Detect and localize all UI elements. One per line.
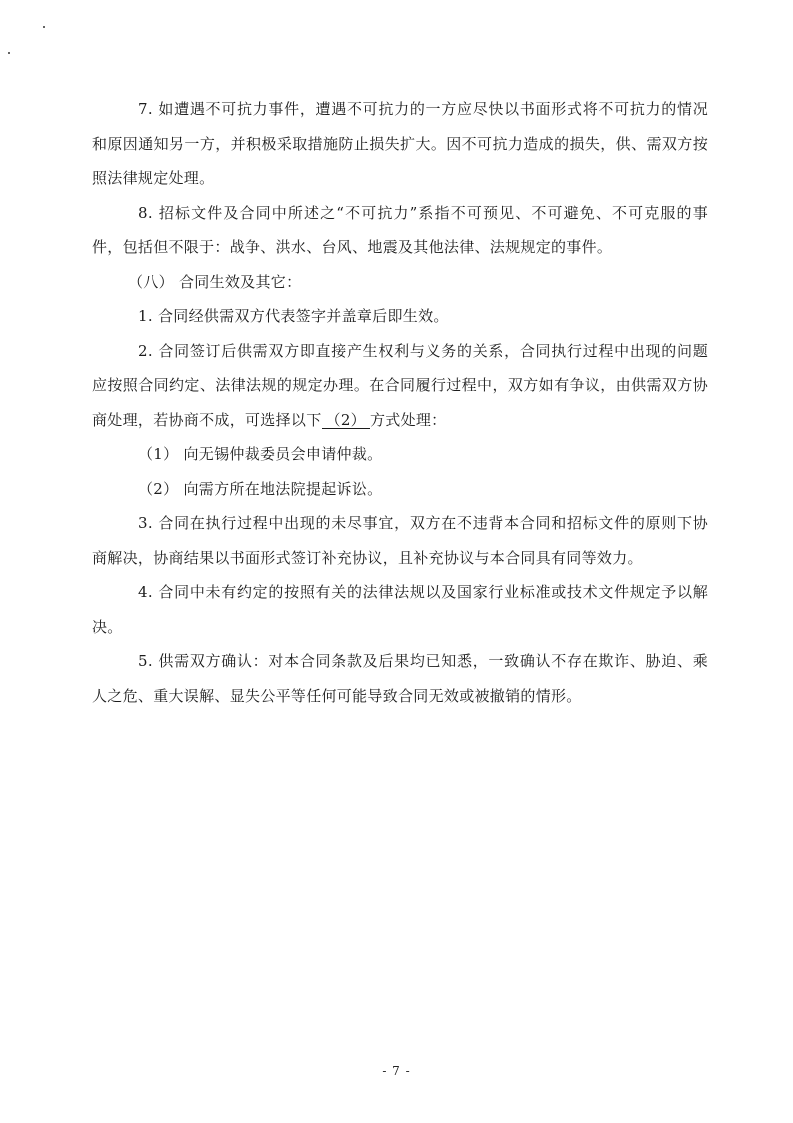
clause-2-text-end: 方式处理： [369, 410, 447, 429]
dispute-option-blank: （2） [322, 412, 370, 429]
section-8-heading: （八） 合同生效及其它： [128, 272, 302, 291]
dispute-option-1: （1） 向无锡仲裁委员会申请仲裁。 [138, 445, 383, 463]
clause-2-dispute-resolution [92, 334, 708, 438]
clause-4-unagreed-matters: 4. 合同中未有约定的按照有关的法律法规以及国家行业标准或技术文件规定予以解决。 [92, 583, 708, 636]
clause-2-text: 2. 合同签订后供需双方即直接产生权利与义务的关系，合同执行过程中出现的问题应按照合同约定、法律法规的规定办理。在合同履行过程中，双方如有争议，由供需双方协商处理，若协商不成，可选择以下 [92, 341, 708, 429]
contract-body [92, 92, 708, 713]
clause-5-confirmation: 5. 供需双方确认：对本合同条款及后果均已知悉，一致确认不存在欺诈、胁迫、乘人之危、重大误解、显失公平等任何可能导致合同无效或被撤销的情形。 [92, 652, 708, 705]
scan-speck [8, 52, 10, 54]
clause-3-supplementary-agreement: 3. 合同在执行过程中出现的未尽事宜，双方在不违背本合同和招标文件的原则下协商解决，协商结果以书面形式签订补充协议，且补充协议与本合同具有同等效力。 [92, 514, 708, 567]
clause-7-force-majeure-notice: 7. 如遭遇不可抗力事件，遭遇不可抗力的一方应尽快以书面形式将不可抗力的情况和原因通知另一方，并积极采取措施防止损失扩大。因不可抗力造成的损失，供、需双方按照法律规定处理。 [92, 100, 708, 187]
clause-1-effectiveness: 1. 合同经供需双方代表签字并盖章后即生效。 [138, 307, 449, 325]
scan-speck [43, 26, 45, 28]
dispute-option-2: （2） 向需方所在地法院提起诉讼。 [138, 479, 383, 498]
page-number: - 7 - [382, 1064, 411, 1078]
clause-8-force-majeure-definition: 8. 招标文件及合同中所述之“不可抗力”系指不可预见、不可避免、不可克服的事件，包括但不限于：战争、洪水、台风、地震及其他法律、法规规定的事件。 [92, 203, 708, 256]
